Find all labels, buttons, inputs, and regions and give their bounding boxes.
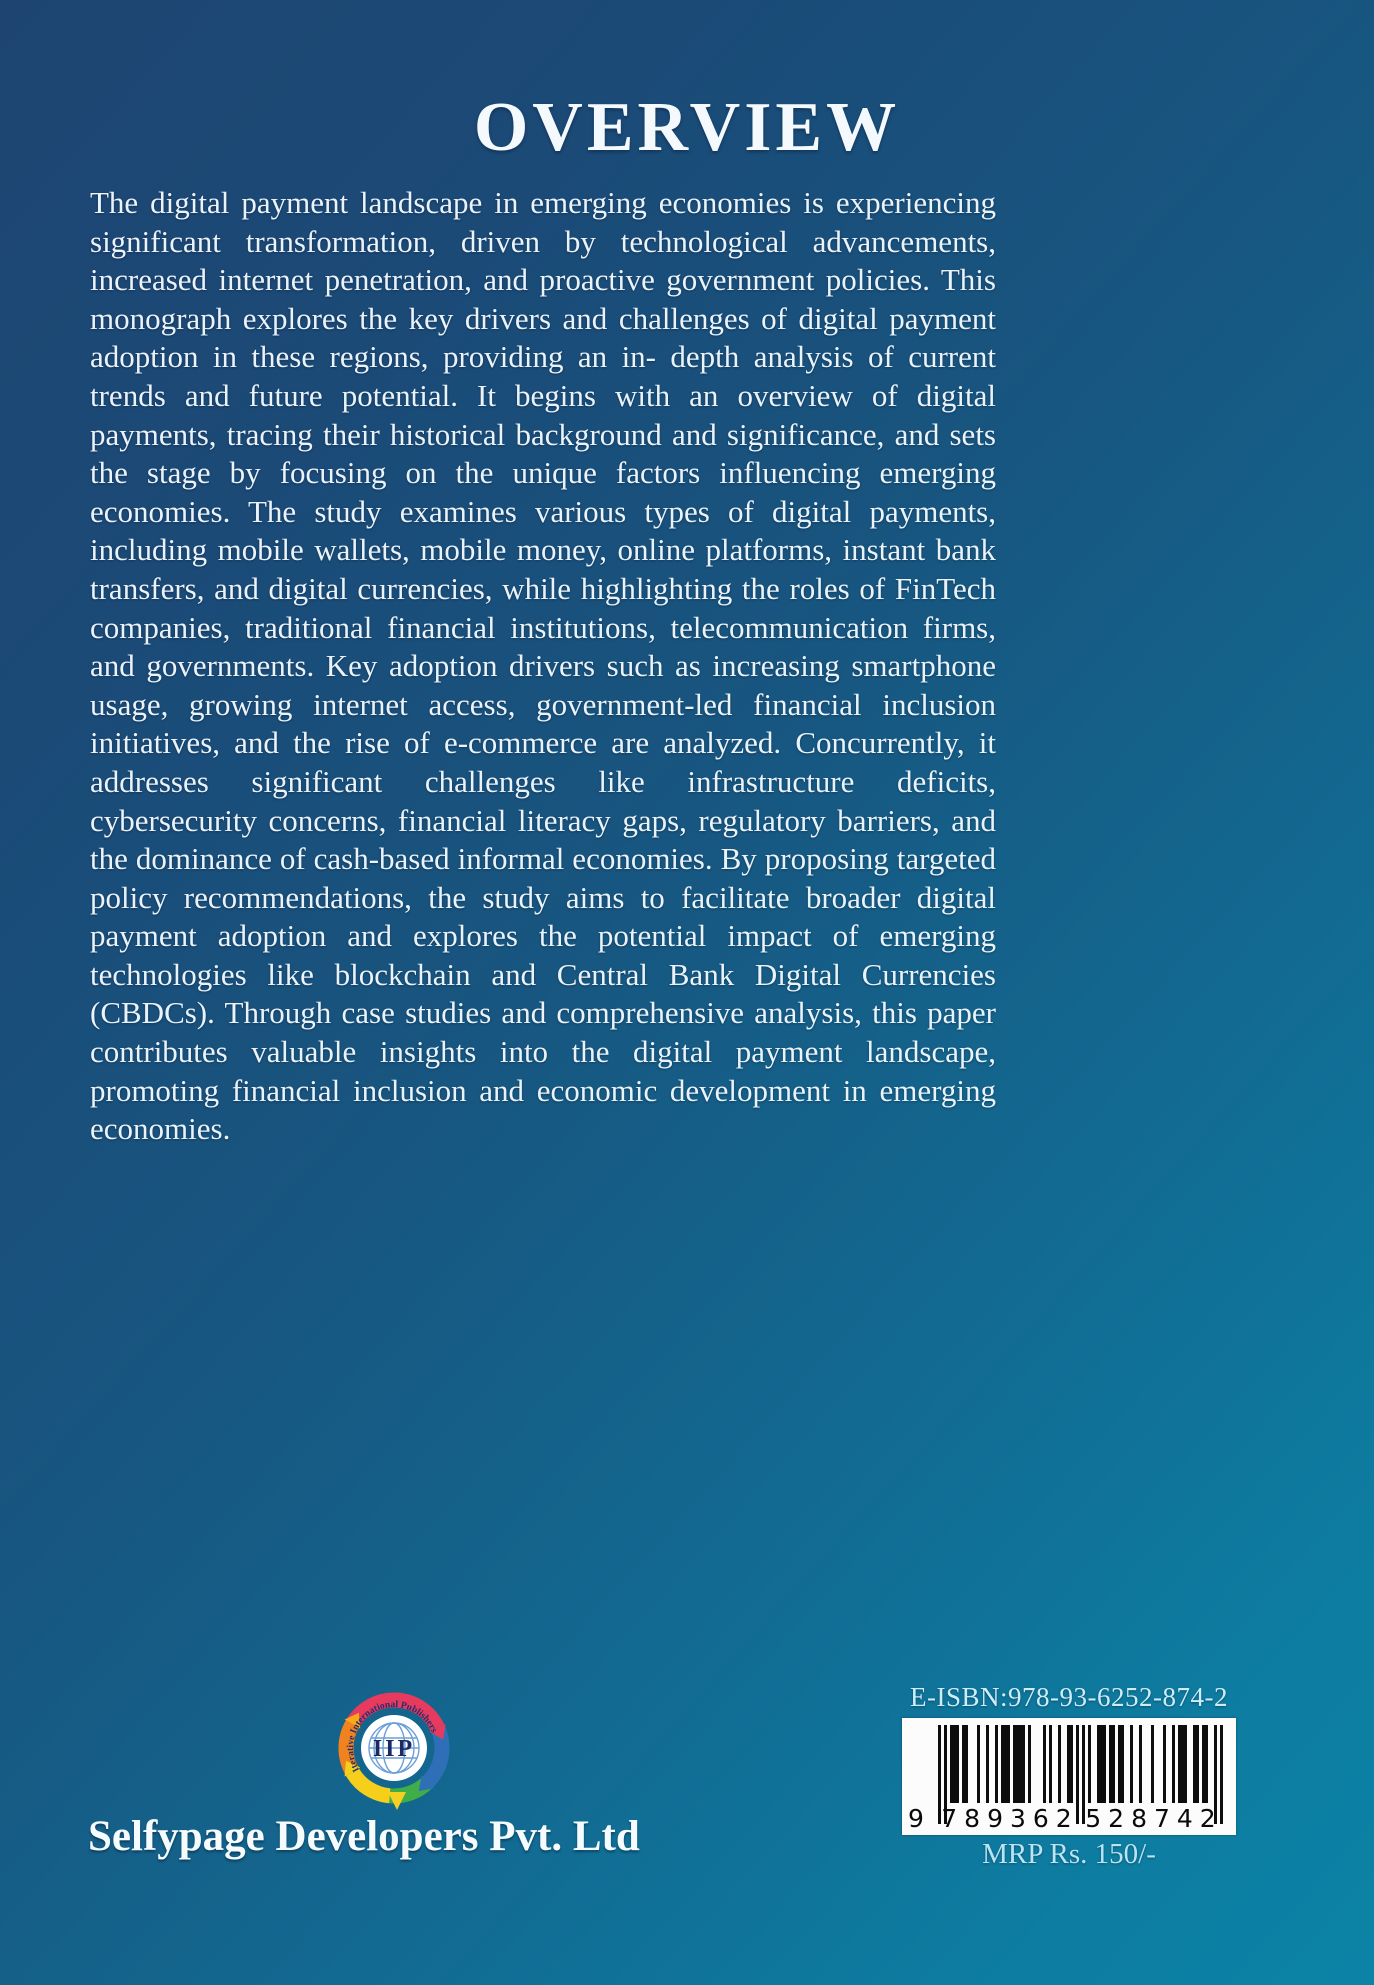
barcode-digit-group-right: 528742 [1085, 1804, 1223, 1833]
barcode-digit-group-left: 789362 [941, 1804, 1079, 1833]
publisher-name: Selfypage Developers Pvt. Ltd [88, 1813, 640, 1860]
isbn-area [902, 1682, 1236, 1871]
barcode-digits [908, 1804, 1226, 1833]
e-isbn-label: E-ISBN:978-93-6252-874-2 [910, 1682, 1228, 1712]
mrp-label: MRP Rs. 150/- [982, 1838, 1156, 1870]
page-title: OVERVIEW [473, 89, 901, 166]
publisher-logo-icon [324, 1678, 464, 1818]
barcode-digit-first: 9 [908, 1804, 924, 1833]
barcode [902, 1718, 1236, 1835]
overview-paragraph: The digital payment landscape in emerging economies is experiencing significant transformation, driven by technological advancements, increased internet penetration, and proactive government policies. This monograph explores the key drivers and challenges of digital payment adoption in these regions, providing an in- depth analysis of current trends and future potential. It begins with an overview of digital payments, tracing their historical background and significance, and sets the stage by focusing on the unique factors influencing emerging economies. The study examines various types of digital payments, including mobile wallets, mobile money, online platforms, instant bank transfers, and digital currencies, while highlighting the roles of FinTech companies, traditional financial institutions, telecommunication firms, and governments. Key adoption drivers such as increasing smartphone usage, growing internet access, government-led financial inclusion initiatives, and the rise of e-commerce are analyzed. Concurrently, it addresses significant challenges like infrastructure deficits, cybersecurity concerns, financial literacy gaps, regulatory barriers, and the dominance of cash-based informal economies. By proposing targeted policy recommendations, the study aims to facilitate broader digital payment adoption and explores the potential impact of emerging technologies like blockchain and Central Bank Digital Currencies (CBDCs). Through case studies and comprehensive analysis, this paper contributes valuable insights into the digital payment landscape, promoting financial inclusion and economic development in emerging economies. [90, 185, 996, 1147]
logo-monogram: IIP [372, 1736, 416, 1762]
logo-ring-text: Iterative International Publishers [345, 1699, 439, 1774]
